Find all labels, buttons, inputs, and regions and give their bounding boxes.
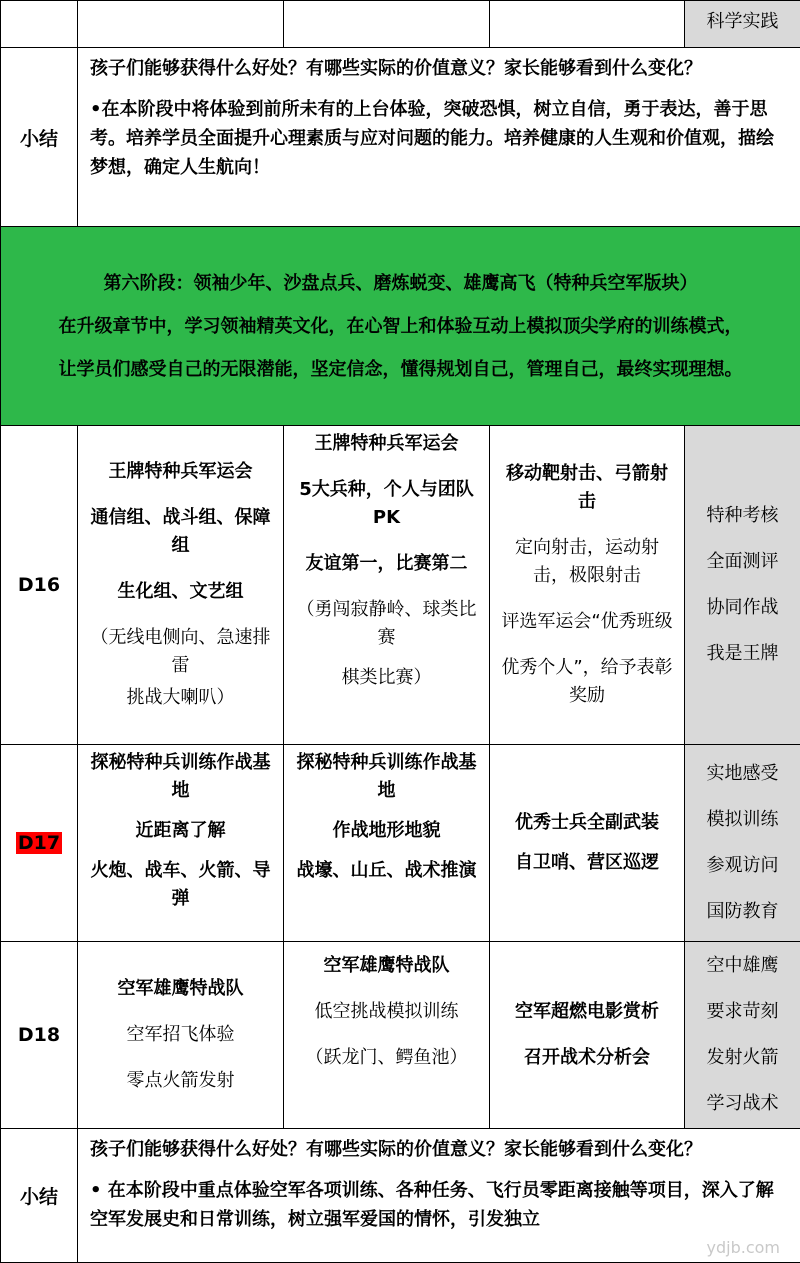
top-cell-3 (490, 1, 685, 48)
d17-side-line: 模拟训练 (706, 809, 779, 830)
d16-side (685, 426, 800, 745)
summary2-label: 小结 (1, 1129, 78, 1263)
top-row (1, 1, 800, 48)
d18-col3 (490, 942, 685, 1129)
d18-col1-line: 零点火箭发射 (126, 1070, 235, 1091)
summary2-row (1, 1129, 800, 1263)
summary2-text: • 在本阶段中重点体验空军各项训练、各种任务、飞行员零距离接触等项目，深入了解空军发展史和日常训练，树立强军爱国的情怀，引发独立 (90, 1180, 774, 1230)
top-cell-1 (78, 1, 284, 48)
d18-row (1, 942, 800, 1129)
d16-col1-line: 生化组、文艺组 (117, 581, 244, 602)
d16-col3 (490, 426, 685, 745)
d16-col2-line: 5大兵种，个人与团队PK (299, 479, 474, 528)
d16-col1-line: 挑战大喇叭） (126, 687, 235, 708)
top-cell-2 (284, 1, 490, 48)
d18-side-line: 学习战术 (706, 1093, 779, 1114)
d16-col1-line: 通信组、战斗组、保障组 (90, 507, 271, 556)
d17-col2-line: 探秘特种兵训练作战基地 (296, 752, 477, 801)
d16-col1 (78, 426, 284, 745)
watermark: ydjb.com (706, 1238, 780, 1257)
d17-label-cell (1, 745, 78, 942)
stage6-title: 第六阶段：领袖少年、沙盘点兵、磨炼蜕变、雄鹰高飞（特种兵空军版块） (103, 272, 698, 294)
summary1-text: •在本阶段中将体验到前所未有的上台体验，突破恐惧，树立自信，勇于表达，善于思考。培养学员全面提升心理素质与应对问题的能力。培养健康的人生观和价值观，描绘梦想，确定人生航向！ (90, 99, 774, 178)
d18-side-line: 发射火箭 (706, 1047, 779, 1068)
summary2-question: 孩子们能够获得什么好处？有哪些实际的价值意义？家长能够看到什么变化？ (90, 1139, 702, 1160)
d16-col3-line: 移动靶射击、弓箭射击 (506, 463, 668, 512)
stage6-row (1, 227, 800, 426)
d16-col3-line: 优秀个人”，给予表彰奖励 (501, 657, 673, 706)
d17-row (1, 745, 800, 942)
d16-side-line: 我是王牌 (706, 643, 779, 664)
d17-side-line: 实地感受 (706, 763, 779, 784)
d18-label: D18 (1, 942, 78, 1129)
d18-col3-line: 召开战术分析会 (524, 1047, 650, 1068)
d17-side-line: 国防教育 (706, 901, 779, 922)
d18-side-line: 空中雄鹰 (706, 955, 779, 976)
d17-side (685, 745, 800, 942)
stage6-p2: 让学员们感受自己的无限潜能，坚定信念，懂得规划自己，管理自己，最终实现理想。 (58, 358, 743, 380)
top-side-cell (685, 1, 800, 48)
d16-col2-line: 棋类比赛） (341, 667, 432, 688)
d16-col2-line: 友谊第一，比赛第二 (305, 553, 468, 574)
summary1-content (78, 48, 800, 227)
d18-col1-line: 空军雄鹰特战队 (117, 978, 244, 999)
d18-col3-line: 空军超燃电影赏析 (515, 1001, 659, 1022)
d16-col1-line: 王牌特种兵军运会 (108, 461, 253, 482)
d16-col2 (284, 426, 490, 745)
d16-side-line: 协同作战 (706, 597, 779, 618)
d17-col1-line: 探秘特种兵训练作战基地 (90, 752, 271, 801)
d16-col3-line: 定向射击，运动射击，极限射击 (515, 537, 659, 586)
d17-col3-line: 优秀士兵全副武装 (515, 812, 659, 833)
d18-col2-line: （跃龙门、鳄鱼池） (305, 1047, 468, 1068)
d17-col1-line: 火炮、战车、火箭、导弹 (90, 860, 271, 909)
d16-col3-line: 评选军运会“优秀班级 (501, 611, 673, 632)
d17-col2 (284, 745, 490, 942)
d18-side-line: 要求苛刻 (706, 1001, 779, 1022)
d16-row (1, 426, 800, 745)
d17-col2-line: 战壕、山丘、战术推演 (296, 860, 477, 881)
stage6-banner (1, 227, 800, 426)
d17-side-line: 参观访问 (706, 855, 779, 876)
d16-side-line: 特种考核 (706, 505, 779, 526)
d17-col1 (78, 745, 284, 942)
d17-col1-line: 近距离了解 (135, 820, 226, 841)
d18-col2-line: 低空挑战模拟训练 (314, 1001, 459, 1022)
d16-side-line: 全面测评 (706, 551, 779, 572)
stage6-p1: 在升级章节中，学习领袖精英文化，在心智上和体验互动上模拟顶尖学府的训练模式， (58, 315, 743, 337)
d18-col1 (78, 942, 284, 1129)
d17-col2-line: 作战地形地貌 (332, 820, 441, 841)
summary2-content (78, 1129, 800, 1263)
d16-label: D16 (1, 426, 78, 745)
d17-col3 (490, 745, 685, 942)
d18-col2-line: 空军雄鹰特战队 (323, 955, 450, 976)
d16-col2-line: 王牌特种兵军运会 (314, 433, 459, 454)
top-side-text: 科学实践 (706, 11, 779, 32)
summary1-label: 小结 (1, 48, 78, 227)
d16-col1-line: （无线电侧向、急速排雷 (90, 627, 271, 676)
summary1-question: 孩子们能够获得什么好处？有哪些实际的价值意义？家长能够看到什么变化？ (90, 58, 702, 79)
summary1-row (1, 48, 800, 227)
d18-col1-line: 空军招飞体验 (126, 1024, 235, 1045)
d16-col2-line: （勇闯寂静岭、球类比赛 (296, 599, 477, 648)
d17-col3-line: 自卫哨、营区巡逻 (515, 852, 659, 873)
d18-side (685, 942, 800, 1129)
d17-label: D17 (17, 832, 61, 854)
d18-col2 (284, 942, 490, 1129)
top-label-cell (1, 1, 78, 48)
